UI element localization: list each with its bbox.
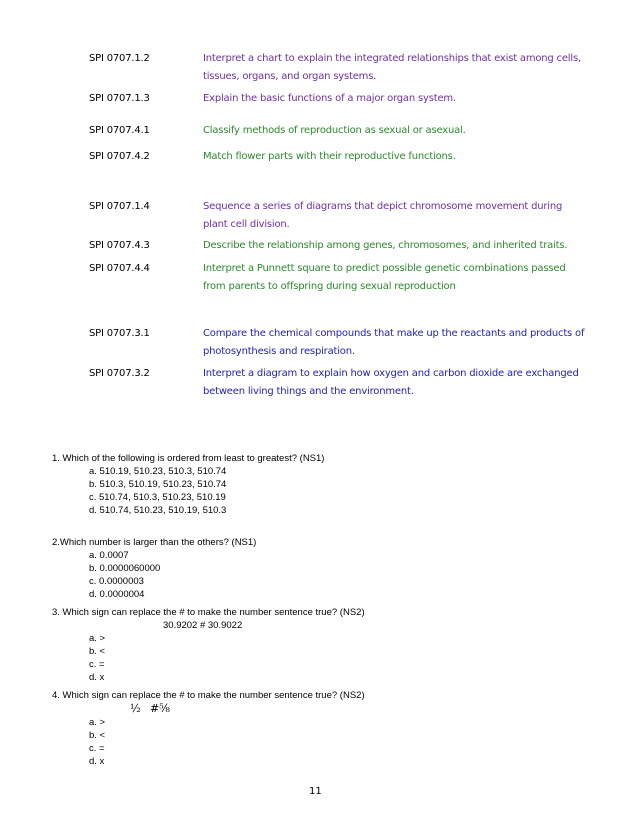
question-2-option-b: b. 0.0000060000 — [89, 563, 161, 574]
question-3-expression: 30.9202 # 30.9022 — [163, 620, 243, 631]
question-3-option-c: c. = — [89, 659, 105, 670]
spi-code: SPI 0707.4.4 — [89, 263, 150, 274]
question-1-option-a: a. 510.19, 510.23, 510.3, 510.74 — [89, 466, 227, 477]
spi-description: Describe the relationship among genes, chromosomes, and inherited traits. — [203, 240, 568, 251]
question-1-option-d: d. 510.74, 510.23, 510.19, 510.3 — [89, 505, 227, 516]
question-2-option-a: a. 0.0007 — [89, 550, 129, 561]
question-2-option-c: c. 0.0000003 — [89, 576, 144, 587]
spi-description: Classify methods of reproduction as sexual or asexual. — [203, 125, 466, 136]
spi-code: SPI 0707.4.2 — [89, 151, 150, 162]
spi-description: Interpret a Punnett square to predict possible genetic combinations passed from parents to offspring during sexual reproduction — [203, 263, 566, 292]
spi-description: Compare the chemical compounds that make up the reactants and products of photosynthesis and respiration. — [203, 328, 585, 357]
spi-description: Interpret a diagram to explain how oxygen and carbon dioxide are exchanged between living things and the environment. — [203, 368, 579, 397]
spi-description: Interpret a chart to explain the integrated relationships that exist among cells, tissues, organs, and organ systems. — [203, 53, 581, 82]
question-4-option-b: b. < — [89, 730, 106, 741]
question-2-prompt: 2.Which number is larger than the others? (NS1) — [52, 537, 257, 548]
question-4-expression-left: ½ — [130, 702, 141, 715]
spi-description: Explain the basic functions of a major organ system. — [203, 93, 456, 104]
spi-code: SPI 0707.1.4 — [89, 201, 150, 212]
page-number: 11 — [309, 786, 322, 797]
question-3-option-b: b. < — [89, 646, 106, 657]
question-1-option-c: c. 510.74, 510.3, 510.23, 510.19 — [89, 492, 226, 503]
question-4-option-d: d. x — [89, 756, 105, 767]
spi-description: Sequence a series of diagrams that depict chromosome movement during plant cell division. — [203, 201, 563, 230]
spi-code: SPI 0707.4.1 — [89, 125, 150, 136]
question-4-expression-right: #⅝ — [150, 702, 170, 715]
question-3-option-d: d. x — [89, 672, 105, 683]
question-1-option-b: b. 510.3, 510.19, 510.23, 510.74 — [89, 479, 227, 490]
spi-description: Match flower parts with their reproductive functions. — [203, 151, 456, 162]
question-4-option-a: a. > — [89, 717, 106, 728]
question-4-prompt: 4. Which sign can replace the # to make the number sentence true? (NS2) — [52, 690, 365, 701]
spi-code: SPI 0707.1.3 — [89, 93, 150, 104]
question-1-prompt: 1. Which of the following is ordered from least to greatest? (NS1) — [52, 453, 325, 464]
question-4-option-c: c. = — [89, 743, 105, 754]
question-3-option-a: a. > — [89, 633, 106, 644]
spi-code: SPI 0707.1.2 — [89, 53, 150, 64]
spi-code: SPI 0707.4.3 — [89, 240, 150, 251]
spi-code: SPI 0707.3.1 — [89, 328, 150, 339]
spi-code: SPI 0707.3.2 — [89, 368, 150, 379]
question-2-option-d: d. 0.0000004 — [89, 589, 145, 600]
question-3-prompt: 3. Which sign can replace the # to make the number sentence true? (NS2) — [52, 607, 365, 618]
